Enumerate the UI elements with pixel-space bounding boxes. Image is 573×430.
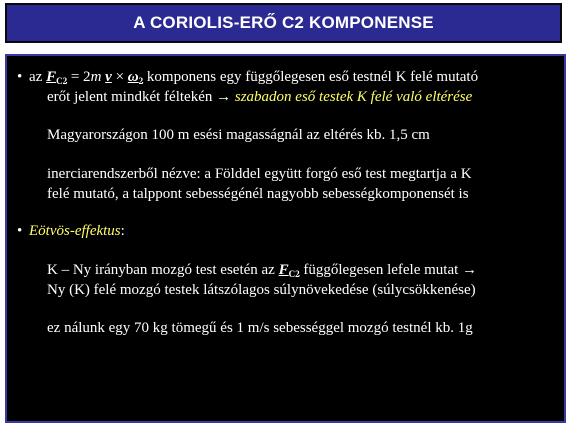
east-west-line-1: K – Ny irányban mozgó test esetén az $F_{C2}$ függőlegesen lefele mutat →	[47, 262, 478, 279]
eotvos-effect-label: Eötvös-effektus	[29, 223, 121, 239]
inertial-frame-line-1: inerciarendszerből nézve: a Földdel együtt forgó eső test megtartja a K	[47, 166, 472, 182]
title-bar	[5, 3, 562, 43]
inertial-frame-line-2: felé mutató, a talppont sebességénél nagyobb sebességkomponensét is	[47, 186, 469, 202]
bullet-coriolis-line-2	[47, 88, 472, 106]
times-symbol: ×	[111, 69, 128, 85]
equals-text: = 2	[67, 69, 91, 85]
bullet-coriolis-line-1	[17, 68, 478, 90]
bullet-eotvos: • Eötvös-effektus:	[17, 223, 125, 239]
velocity-symbol: v	[105, 69, 112, 85]
content-box	[5, 54, 566, 423]
bullet-marker: •	[17, 223, 23, 239]
force-effect-text: erőt jelent mindkét féltekén →	[47, 89, 235, 105]
force-symbol: $F_{C2}$	[278, 262, 300, 279]
component-text: komponens egy függőlegesen eső testnél K felé mutató	[143, 69, 479, 85]
omega-symbol: $\omega_2$	[127, 69, 144, 86]
force-symbol: $F_{C2}$	[46, 69, 68, 86]
example-weight-text: ez nálunk egy 70 kg tömegű és 1 m/s sebességgel mozgó testnél kb. 1g	[47, 320, 473, 336]
east-west-line-2: Ny (K) felé mozgó testek látszólagos súlynövekedése (súlycsökkenése)	[47, 282, 476, 298]
mass-symbol: m	[90, 69, 102, 85]
text-prefix: az	[29, 69, 47, 85]
slide-title: A CORIOLIS-ERŐ C2 KOMPONENSE	[133, 13, 434, 32]
hungary-deviation-text: Magyarországon 100 m esési magasságnál az eltérés kb. 1,5 cm	[47, 127, 430, 143]
free-fall-deviation-text: szabadon eső testek K felé való eltérése	[234, 89, 473, 105]
bullet-marker: •	[17, 69, 23, 85]
